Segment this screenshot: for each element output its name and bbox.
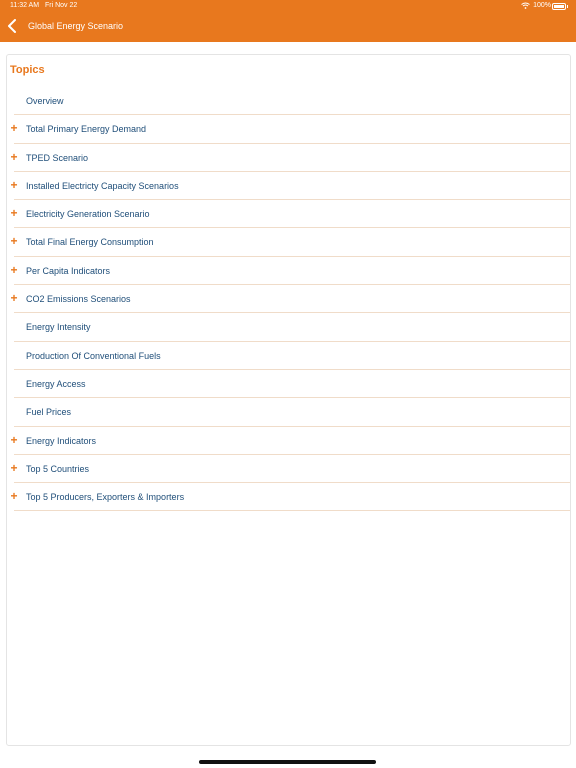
wifi-icon — [521, 2, 530, 11]
list-item[interactable] — [14, 342, 570, 370]
topics-heading: Topics — [10, 64, 45, 76]
page-title: Global Energy Scenario — [28, 21, 124, 31]
chevron-left-icon[interactable] — [4, 19, 20, 37]
list-item-label: Production Of Conventional Fuels — [26, 350, 161, 361]
status-time: 11:32 AM — [10, 2, 40, 9]
list-item-label: Energy Access — [26, 378, 86, 389]
status-bar — [0, 2, 576, 12]
list-item[interactable] — [14, 398, 570, 426]
list-item-label: Total Final Energy Consumption — [26, 237, 154, 248]
list-item[interactable] — [14, 370, 570, 398]
list-item[interactable] — [10, 228, 570, 256]
plus-icon[interactable]: + — [10, 206, 18, 221]
list-item[interactable] — [10, 115, 570, 143]
status-date: Fri Nov 22 — [45, 2, 78, 9]
plus-icon[interactable]: + — [10, 121, 18, 136]
list-item[interactable] — [10, 455, 570, 483]
plus-icon[interactable]: + — [10, 177, 18, 192]
list-item-label: TPED Scenario — [26, 152, 89, 163]
list-item-label: Top 5 Countries — [26, 463, 90, 474]
list-item[interactable] — [10, 257, 570, 285]
home-indicator — [199, 760, 376, 764]
battery-icon — [552, 3, 566, 10]
plus-icon[interactable]: + — [10, 291, 18, 306]
plus-icon[interactable]: + — [10, 262, 18, 277]
list-item-label: Per Capita Indicators — [26, 265, 111, 276]
plus-icon[interactable]: + — [10, 149, 18, 164]
list-item-label: Fuel Prices — [26, 407, 72, 418]
list-item[interactable] — [10, 427, 570, 455]
top-bar — [0, 0, 576, 42]
navigation-bar — [0, 18, 576, 38]
topic-list — [0, 87, 576, 511]
list-item-label: CO2 Emissions Scenarios — [26, 294, 131, 305]
list-item[interactable] — [10, 172, 570, 200]
list-item-label: Overview — [26, 96, 64, 106]
plus-icon[interactable]: + — [10, 234, 18, 249]
plus-icon[interactable]: + — [10, 460, 18, 475]
plus-icon[interactable]: + — [10, 489, 18, 504]
list-item[interactable] — [10, 200, 570, 228]
list-item-label: Energy Intensity — [26, 322, 91, 333]
list-item-label: Energy Indicators — [26, 435, 97, 446]
list-item[interactable] — [14, 313, 570, 341]
list-item-label: Top 5 Producers, Exporters & Importers — [26, 492, 185, 503]
list-item[interactable] — [10, 144, 570, 172]
list-item-label: Installed Electricty Capacity Scenarios — [26, 180, 179, 191]
list-item[interactable] — [10, 483, 570, 511]
list-item[interactable] — [10, 285, 570, 313]
list-item-label: Total Primary Energy Demand — [26, 124, 147, 135]
battery-percent: 100% — [533, 2, 551, 9]
list-item[interactable] — [14, 87, 570, 115]
list-item-label: Electricity Generation Scenario — [26, 209, 150, 220]
plus-icon[interactable]: + — [10, 432, 18, 447]
